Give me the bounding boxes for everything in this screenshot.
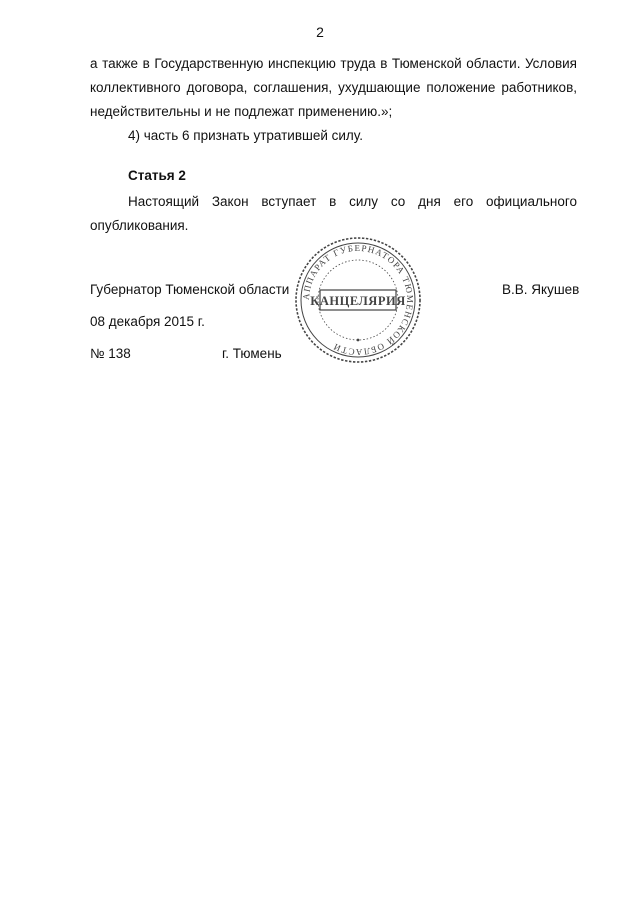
article-line: опубликования. — [90, 218, 189, 233]
official-stamp — [292, 234, 424, 366]
document-city: г. Тюмень — [222, 346, 282, 361]
signatory-title: Губернатор Тюменской области — [90, 282, 290, 297]
paragraph-item-4 — [90, 124, 577, 148]
paragraph-line: коллективного договора, соглашения, ухудшающие положение работников, — [90, 80, 577, 95]
paragraph-line: а также в Государственную инспекцию труда в Тюменской области. Условия — [90, 56, 577, 71]
paragraph-continuation — [90, 52, 577, 124]
article-line: Настоящий Закон вступает в силу со дня его официального — [128, 194, 577, 209]
paragraph-line: 4) часть 6 признать утратившей силу. — [128, 128, 363, 143]
document-number: № 138 — [90, 346, 131, 361]
article-body — [90, 190, 577, 238]
page-number: 2 — [316, 24, 324, 40]
svg-text:АППАРАТ ГУБЕРНАТОРА ТЮМЕНСКОЙ: АППАРАТ ГУБЕРНАТОРА ТЮМЕНСКОЙ ОБЛАСТИ — [300, 242, 416, 358]
signatory-name: В.В. Якушев — [502, 282, 580, 297]
article-heading: Статья 2 — [128, 168, 186, 183]
svg-text:КАНЦЕЛЯРИЯ: КАНЦЕЛЯРИЯ — [310, 294, 406, 308]
paragraph-line: недействительны и не подлежат применению.»; — [90, 104, 393, 119]
document-date: 08 декабря 2015 г. — [90, 314, 205, 329]
